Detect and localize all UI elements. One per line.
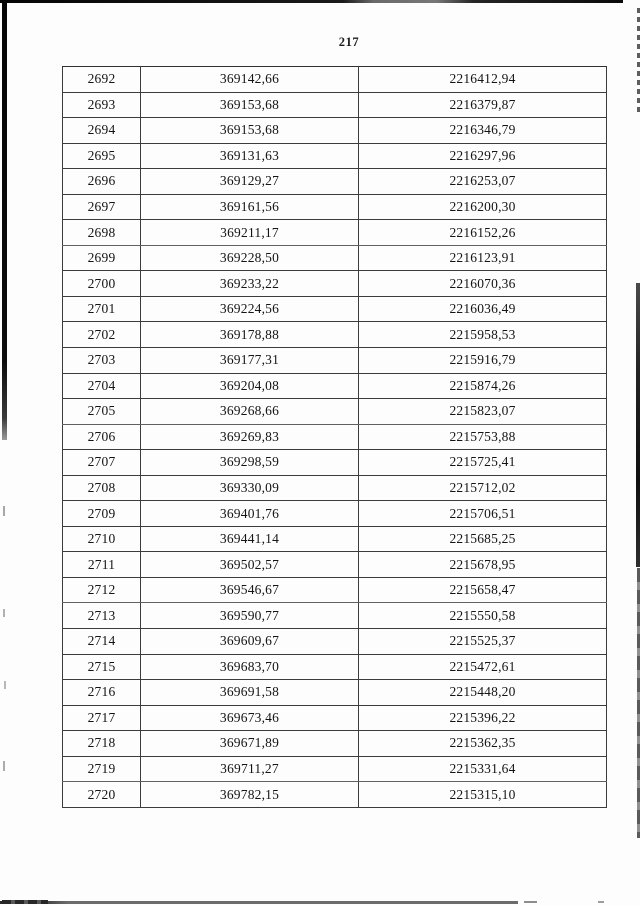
cell-x-coordinate: 369177,31 bbox=[141, 348, 359, 374]
cell-y-coordinate: 2216070,36 bbox=[359, 271, 607, 297]
cell-point-number: 2718 bbox=[63, 731, 141, 757]
cell-x-coordinate: 369129,27 bbox=[141, 169, 359, 195]
table-row bbox=[63, 143, 607, 169]
cell-x-coordinate: 369298,59 bbox=[141, 450, 359, 476]
scan-mark bbox=[3, 609, 5, 617]
cell-point-number: 2694 bbox=[63, 118, 141, 144]
cell-x-coordinate: 369269,83 bbox=[141, 424, 359, 450]
table-row bbox=[63, 501, 607, 527]
cell-point-number: 2706 bbox=[63, 424, 141, 450]
cell-x-coordinate: 369153,68 bbox=[141, 92, 359, 118]
scan-mark bbox=[3, 506, 5, 516]
cell-point-number: 2704 bbox=[63, 373, 141, 399]
cell-x-coordinate: 369228,50 bbox=[141, 245, 359, 271]
table-row bbox=[63, 322, 607, 348]
cell-y-coordinate: 2216346,79 bbox=[359, 118, 607, 144]
table-row bbox=[63, 680, 607, 706]
cell-point-number: 2712 bbox=[63, 577, 141, 603]
cell-x-coordinate: 369590,77 bbox=[141, 603, 359, 629]
cell-point-number: 2705 bbox=[63, 399, 141, 425]
table-row bbox=[63, 603, 607, 629]
cell-y-coordinate: 2215753,88 bbox=[359, 424, 607, 450]
table-row bbox=[63, 194, 607, 220]
table-row bbox=[63, 220, 607, 246]
cell-y-coordinate: 2215823,07 bbox=[359, 399, 607, 425]
cell-x-coordinate: 369131,63 bbox=[141, 143, 359, 169]
table-row bbox=[63, 782, 607, 808]
table-row bbox=[63, 399, 607, 425]
cell-point-number: 2716 bbox=[63, 680, 141, 706]
cell-x-coordinate: 369330,09 bbox=[141, 475, 359, 501]
cell-x-coordinate: 369711,27 bbox=[141, 756, 359, 782]
cell-y-coordinate: 2216412,94 bbox=[359, 67, 607, 93]
cell-x-coordinate: 369691,58 bbox=[141, 680, 359, 706]
cell-x-coordinate: 369546,67 bbox=[141, 577, 359, 603]
cell-x-coordinate: 369782,15 bbox=[141, 782, 359, 808]
cell-x-coordinate: 369268,66 bbox=[141, 399, 359, 425]
table-row bbox=[63, 348, 607, 374]
cell-point-number: 2700 bbox=[63, 271, 141, 297]
table-row bbox=[63, 245, 607, 271]
cell-point-number: 2717 bbox=[63, 705, 141, 731]
scan-edge-right bbox=[636, 283, 640, 567]
cell-point-number: 2719 bbox=[63, 756, 141, 782]
cell-y-coordinate: 2215725,41 bbox=[359, 450, 607, 476]
cell-point-number: 2701 bbox=[63, 296, 141, 322]
cell-point-number: 2692 bbox=[63, 67, 141, 93]
scan-edge-bottom bbox=[0, 901, 518, 904]
cell-y-coordinate: 2215658,47 bbox=[359, 577, 607, 603]
table-row bbox=[63, 296, 607, 322]
table-row bbox=[63, 373, 607, 399]
scan-mark bbox=[4, 681, 6, 689]
table-row bbox=[63, 705, 607, 731]
cell-y-coordinate: 2215331,64 bbox=[359, 756, 607, 782]
cell-y-coordinate: 2216123,91 bbox=[359, 245, 607, 271]
cell-point-number: 2703 bbox=[63, 348, 141, 374]
cell-y-coordinate: 2215712,02 bbox=[359, 475, 607, 501]
cell-x-coordinate: 369609,67 bbox=[141, 629, 359, 655]
cell-y-coordinate: 2215685,25 bbox=[359, 526, 607, 552]
cell-y-coordinate: 2215874,26 bbox=[359, 373, 607, 399]
scan-mark bbox=[524, 901, 537, 903]
cell-y-coordinate: 2216253,07 bbox=[359, 169, 607, 195]
cell-y-coordinate: 2215550,58 bbox=[359, 603, 607, 629]
table-row bbox=[63, 654, 607, 680]
cell-x-coordinate: 369502,57 bbox=[141, 552, 359, 578]
cell-y-coordinate: 2215916,79 bbox=[359, 348, 607, 374]
cell-point-number: 2693 bbox=[63, 92, 141, 118]
cell-point-number: 2715 bbox=[63, 654, 141, 680]
cell-point-number: 2720 bbox=[63, 782, 141, 808]
scan-mark bbox=[3, 761, 5, 771]
scan-edge-bottom bbox=[2, 900, 48, 904]
table-body bbox=[63, 67, 607, 808]
cell-x-coordinate: 369224,56 bbox=[141, 296, 359, 322]
cell-point-number: 2710 bbox=[63, 526, 141, 552]
cell-y-coordinate: 2215315,10 bbox=[359, 782, 607, 808]
coordinates-table bbox=[62, 66, 607, 808]
cell-x-coordinate: 369204,08 bbox=[141, 373, 359, 399]
cell-x-coordinate: 369671,89 bbox=[141, 731, 359, 757]
cell-y-coordinate: 2216152,26 bbox=[359, 220, 607, 246]
cell-point-number: 2702 bbox=[63, 322, 141, 348]
cell-point-number: 2714 bbox=[63, 629, 141, 655]
cell-point-number: 2699 bbox=[63, 245, 141, 271]
cell-point-number: 2709 bbox=[63, 501, 141, 527]
table-row bbox=[63, 92, 607, 118]
table-row bbox=[63, 67, 607, 93]
cell-x-coordinate: 369142,66 bbox=[141, 67, 359, 93]
table-row bbox=[63, 756, 607, 782]
cell-y-coordinate: 2216379,87 bbox=[359, 92, 607, 118]
cell-y-coordinate: 2216297,96 bbox=[359, 143, 607, 169]
table-row bbox=[63, 169, 607, 195]
cell-x-coordinate: 369441,14 bbox=[141, 526, 359, 552]
cell-point-number: 2695 bbox=[63, 143, 141, 169]
scan-edge-top bbox=[0, 0, 623, 3]
scan-mark bbox=[598, 901, 604, 903]
cell-y-coordinate: 2216036,49 bbox=[359, 296, 607, 322]
cell-x-coordinate: 369683,70 bbox=[141, 654, 359, 680]
cell-x-coordinate: 369233,22 bbox=[141, 271, 359, 297]
cell-y-coordinate: 2215396,22 bbox=[359, 705, 607, 731]
table-row bbox=[63, 629, 607, 655]
table-row bbox=[63, 450, 607, 476]
cell-x-coordinate: 369178,88 bbox=[141, 322, 359, 348]
cell-point-number: 2698 bbox=[63, 220, 141, 246]
scan-edge-left bbox=[2, 0, 7, 440]
cell-y-coordinate: 2215706,51 bbox=[359, 501, 607, 527]
cell-y-coordinate: 2215525,37 bbox=[359, 629, 607, 655]
cell-point-number: 2711 bbox=[63, 552, 141, 578]
cell-y-coordinate: 2215472,61 bbox=[359, 654, 607, 680]
cell-y-coordinate: 2215958,53 bbox=[359, 322, 607, 348]
table-row bbox=[63, 731, 607, 757]
cell-x-coordinate: 369401,76 bbox=[141, 501, 359, 527]
page-number: 217 bbox=[338, 35, 360, 49]
cell-point-number: 2696 bbox=[63, 169, 141, 195]
table-row bbox=[63, 577, 607, 603]
table-row bbox=[63, 552, 607, 578]
cell-x-coordinate: 369673,46 bbox=[141, 705, 359, 731]
table-row bbox=[63, 526, 607, 552]
cell-y-coordinate: 2215448,20 bbox=[359, 680, 607, 706]
cell-y-coordinate: 2215362,35 bbox=[359, 731, 607, 757]
cell-y-coordinate: 2215678,95 bbox=[359, 552, 607, 578]
cell-x-coordinate: 369153,68 bbox=[141, 118, 359, 144]
table-row bbox=[63, 271, 607, 297]
table-row bbox=[63, 475, 607, 501]
table-row bbox=[63, 424, 607, 450]
cell-y-coordinate: 2216200,30 bbox=[359, 194, 607, 220]
cell-x-coordinate: 369161,56 bbox=[141, 194, 359, 220]
table-row bbox=[63, 118, 607, 144]
cell-point-number: 2707 bbox=[63, 450, 141, 476]
cell-point-number: 2697 bbox=[63, 194, 141, 220]
cell-point-number: 2713 bbox=[63, 603, 141, 629]
cell-x-coordinate: 369211,17 bbox=[141, 220, 359, 246]
cell-point-number: 2708 bbox=[63, 475, 141, 501]
